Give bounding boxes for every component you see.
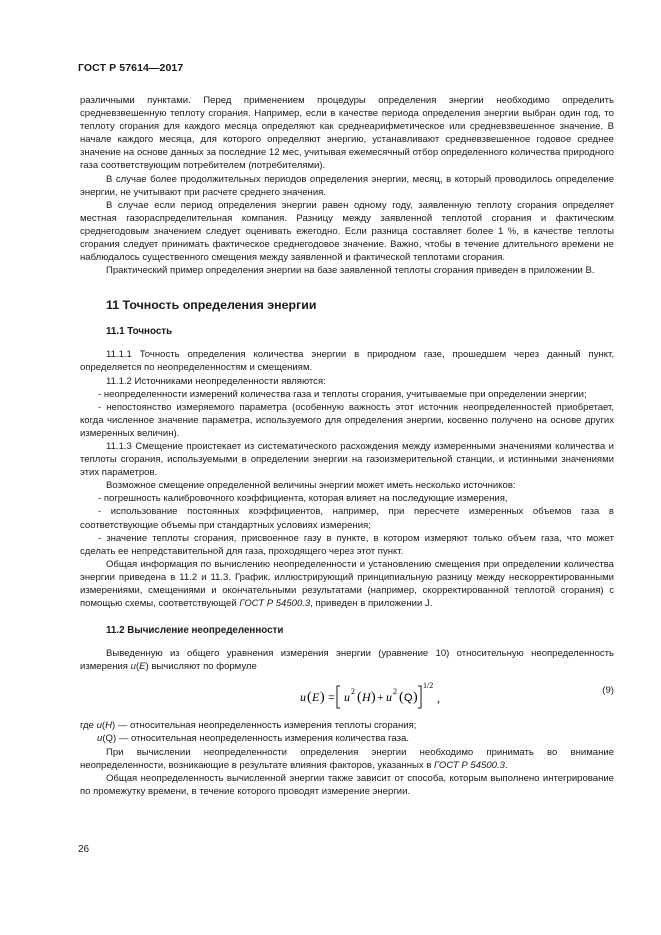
formula-term2-arg: Q: [404, 692, 413, 705]
text-run: , приведен в приложении J.: [310, 598, 433, 610]
formula-paren: ): [320, 690, 325, 706]
formula-open-bracket: [337, 686, 340, 708]
section-heading: 11 Точность определения энергии: [106, 298, 317, 313]
paragraph: 11.1.2 Источниками неопределенности являются:: [106, 375, 326, 387]
paragraph: [80, 746, 614, 772]
standard-reference: ГОСТ Р 54500.3: [239, 598, 311, 610]
math-variable: u: [97, 733, 103, 745]
paragraph: Общая неопределенность вычисленной энергии также зависит от способа, которым выполнено интегрирование по промежутку времени, в течение которого проводят измерение энергии.: [80, 772, 614, 797]
list-item: - погрешность калибровочного коэффициента, которая влияет на последующие измерения,: [98, 493, 508, 505]
paragraph: 11.1.3 Смещение проистекает из систематического расхождения между измеренными значениями количества и теплоты сгорания, используемыми в определении энергии на газоизмерительной станции, и истинными значениями этих параметров.: [80, 440, 614, 479]
paragraph-continuation: различными пунктами. Перед применением процедуры определения энергии необходимо определить средневзвешенную теплоту сгорания. Например, если в качестве периода определения энергии выбран один год, то теплоту сгорания для каждого месяца определяют как среднеарифметическое или средневзвешенное значение. В начале каждого месяца, для которого определяют энергию, устанавливают средневзвешенное годовое среднее значение на основе данных за последние 12 мес, учитывая ежемесячный отбор определенного количества природного газа соответствующим потребителем (потребителями).: [80, 95, 614, 172]
formula-equals: =: [328, 690, 335, 705]
math-variable: u: [130, 661, 136, 673]
text-run: — относительная неопределенность измерения теплоты сгорания;: [115, 720, 417, 732]
formula-term1-arg: H: [362, 690, 371, 705]
page-number: 26: [78, 844, 90, 855]
list-item: - непостоянство измеряемого параметра (особенную важность этот источник неопределенностей приобретает, когда численное значение параметра, используемого для определения энергии, косвенно получено на основе других измеренных величин).: [80, 401, 614, 439]
math-variable: H: [105, 720, 112, 732]
where-line: u(Q) — относительная неопределенность измерения количества газа.: [97, 733, 409, 745]
formula-term1-u: u: [344, 690, 350, 705]
standard-reference: ГОСТ Р 54500.3: [434, 759, 505, 771]
formula-paren: (: [357, 690, 362, 706]
formula-expression: [300, 680, 460, 716]
document-header: ГОСТ Р 57614—2017: [78, 62, 184, 74]
formula-paren: (: [399, 690, 404, 706]
list-item: - неопределенности измерений количества газа и теплоты сгорания, учитываемые при определении энергии;: [98, 388, 587, 400]
formula-paren: (: [307, 690, 312, 706]
document-body: [80, 94, 614, 798]
formula-term1-pow: 2: [351, 687, 355, 697]
subsection-heading: 11.1 Точность: [106, 326, 173, 338]
formula-number: (9): [602, 685, 614, 697]
text-run: При вычислении неопределенности определения энергии необходимо принимать во внимание неопределенности, возникающие в результате влияния факторов, указанных в: [80, 746, 614, 771]
paragraph: 11.1.1 Точность определения количества энергии в природном газе, прошедшем через данный пункт, определяется по неопределенностям и смещениям.: [80, 349, 614, 374]
text-run: ) вычисляют по формуле: [145, 661, 257, 673]
formula-lhs-u: u: [300, 690, 306, 705]
text-run: .: [504, 759, 508, 771]
paragraph: В случае более продолжительных периодов определения энергии, месяц, в который проводилось определение энергии, не учитывают при расчете среднего значения.: [80, 173, 614, 198]
math-variable: Q: [105, 733, 113, 745]
paragraph: Практический пример определения энергии на базе заявленной теплоты сгорания приведен в приложении В.: [106, 265, 595, 277]
math-variable: u: [96, 720, 102, 732]
formula-term2-pow: 2: [393, 687, 397, 697]
paragraph: [80, 647, 614, 673]
paragraph: Возможное смещение определенной величины энергии может иметь несколько источников:: [106, 480, 516, 492]
text-run: (: [135, 661, 140, 673]
paragraph: В случае если период определения энергии равен одному году, заявленную теплоту сгорания определяет местная газораспределительная компания. Разницу между заявленной теплотой сгорания и фактическим среднегодовым значением следует оценивать ежегодно. Если разница составляет более 1 %, в качестве теплоты сгорания следует принимать фактическое среднегодовое значение. Важно, чтобы в течение длительного времени не наблюдалось существенного смещения между заявленной и фактической теплотами сгорания.: [80, 199, 614, 264]
formula-comma: ,: [437, 691, 440, 706]
formula-close-bracket: [418, 686, 421, 708]
formula-outer-pow: 1/2: [423, 681, 434, 691]
where-line: где u(H) — относительная неопределенность измерения теплоты сгорания;: [80, 720, 417, 732]
text-run: Выведенную из общего уравнения измерения энергии (уравнение 10) относительную неопределенность измерения: [80, 648, 614, 673]
subsection-heading: 11.2 Вычисление неопределенности: [106, 625, 284, 637]
formula-term2-u: u: [386, 690, 392, 705]
formula-lhs-arg: E: [312, 690, 320, 705]
math-variable: E: [139, 661, 146, 673]
list-item: - значение теплоты сгорания, присвоенное газу в пункте, в котором измеряют только объем газа, что может сделать ее непредставительной для газа, проходящего через этот пункт.: [80, 532, 614, 557]
text-run: где: [80, 720, 97, 732]
list-item: - использование постоянных коэффициентов, например, при пересчете измеренных объемов газа в соответствующие объемы при стандартных условиях измерения;: [80, 506, 614, 531]
text-run: — относительная неопределенность измерения количества газа.: [116, 733, 409, 745]
formula-plus: +: [377, 690, 384, 705]
formula-paren: ): [413, 690, 418, 706]
formula-9: [80, 675, 614, 719]
paragraph: [80, 558, 614, 610]
formula-paren: ): [371, 690, 376, 706]
text-run: Общая информация по вычислению неопределенности и установлению смещения при определении количества энергии приведена в 11.2 и 11.3. График, иллюстрирующий принципиальную разницу между нескорректированными измерениями, смещениями и окончательными результатами (например, скорректированной теплотой сгорания) с помощью схемы, соответствующей: [80, 558, 614, 610]
